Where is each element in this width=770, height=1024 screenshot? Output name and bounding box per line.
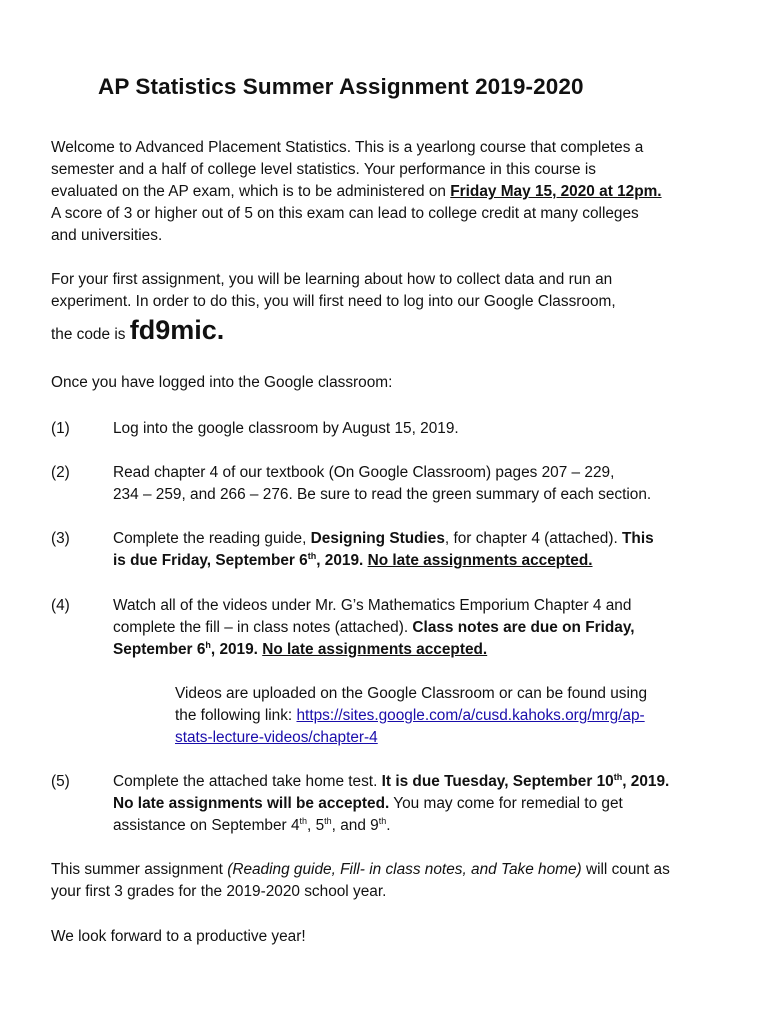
item-line xyxy=(113,639,713,661)
videos-link-continued[interactable]: stats-lecture-videos/chapter-4 xyxy=(175,729,378,746)
videos-line: Videos are uploaded on the Google Classroom or can be found using xyxy=(175,685,648,702)
due-text: , 2019. xyxy=(622,773,670,790)
item-line: Read chapter 4 of our textbook (On Google Classroom) pages 207 – 229, xyxy=(113,464,615,481)
due-text: , 2019. xyxy=(316,552,368,569)
due-text: September 6 xyxy=(113,641,206,658)
due-text: , 2019. xyxy=(210,641,263,658)
item-number: (5) xyxy=(51,773,70,790)
item-line xyxy=(113,617,713,639)
item-line xyxy=(113,771,713,793)
item-line xyxy=(113,815,713,837)
intro-line xyxy=(51,181,721,203)
item-line xyxy=(113,550,713,572)
list-item: Log into the google classroom by August 15, 2019. xyxy=(113,420,459,437)
intro-paragraph xyxy=(51,137,721,247)
first-line: experiment. In order to do this, you will first need to log into our Google Classroom, xyxy=(51,293,616,310)
item-number: (4) xyxy=(51,597,70,614)
closing-line xyxy=(51,859,721,881)
closing-remark: We look forward to a productive year! xyxy=(51,928,306,945)
due-text: Class notes are due on Friday, xyxy=(412,619,635,636)
closing-line: your first 3 grades for the 2019-2020 school year. xyxy=(51,883,387,900)
videos-link[interactable]: https://sites.google.com/a/cusd.kahoks.org/mrg/ap- xyxy=(296,707,645,724)
intro-line: and universities. xyxy=(51,227,163,244)
item-text: , 5 xyxy=(307,817,325,834)
closing-paragraph xyxy=(51,859,721,903)
closing-text: This summer assignment xyxy=(51,861,228,878)
first-line xyxy=(51,315,721,346)
once-text: Once you have logged into the Google classroom: xyxy=(51,374,393,391)
page-title: AP Statistics Summer Assignment 2019-2020 xyxy=(98,74,584,99)
ordinal-suffix: th xyxy=(378,815,387,826)
item-number: (2) xyxy=(51,464,70,481)
intro-line: semester and a half of college level statistics. Your performance in this course is xyxy=(51,161,596,178)
item-text: , for chapter 4 (attached). xyxy=(444,530,623,547)
videos-paragraph xyxy=(175,683,715,749)
ordinal-suffix: th xyxy=(613,771,623,782)
late-policy: No late assignments accepted. xyxy=(262,641,488,658)
late-policy: No late assignments accepted. xyxy=(367,552,593,569)
intro-line: A score of 3 or higher out of 5 on this exam can lead to college credit at many colleges xyxy=(51,205,639,222)
videos-line xyxy=(175,727,715,749)
ordinal-suffix: th xyxy=(299,815,308,826)
reading-guide-title: Designing Studies xyxy=(310,530,445,547)
code-label: the code is xyxy=(51,326,130,343)
item-line: 234 – 259, and 266 – 276. Be sure to read the green summary of each section. xyxy=(113,486,652,503)
due-text: This xyxy=(622,530,654,547)
late-policy: No late assignments will be accepted. xyxy=(113,795,390,812)
item-number: (1) xyxy=(51,420,70,437)
classroom-code: fd9mic. xyxy=(129,315,225,345)
ordinal-suffix: th xyxy=(307,550,317,561)
due-text: is due Friday, September 6 xyxy=(113,552,308,569)
list-item xyxy=(113,462,713,506)
item-text: Complete the reading guide, xyxy=(113,530,311,547)
list-item xyxy=(113,528,713,572)
videos-line xyxy=(175,705,715,727)
list-item xyxy=(113,595,713,661)
intro-line: Welcome to Advanced Placement Statistics. This is a yearlong course that completes a xyxy=(51,139,644,156)
first-assignment-paragraph xyxy=(51,269,721,346)
due-text: It is due Tuesday, September 10 xyxy=(381,773,614,790)
item-text: . xyxy=(386,817,391,834)
item-text: assistance on September 4 xyxy=(113,817,300,834)
closing-text: will count as xyxy=(581,861,670,878)
assignment-list: (Reading guide, Fill- in class notes, and Take home) xyxy=(227,861,582,878)
ordinal-suffix: h xyxy=(205,639,211,650)
intro-text: evaluated on the AP exam, which is to be administered on xyxy=(51,183,451,200)
item-text: Complete the attached take home test. xyxy=(113,773,382,790)
first-line: For your first assignment, you will be learning about how to collect data and run an xyxy=(51,271,613,288)
ordinal-suffix: th xyxy=(324,815,332,826)
link-label: the following link: xyxy=(175,707,297,724)
item-line: Watch all of the videos under Mr. G’s Mathematics Emporium Chapter 4 and xyxy=(113,597,632,614)
item-number: (3) xyxy=(51,530,70,547)
item-text: , and 9 xyxy=(331,817,379,834)
exam-date: Friday May 15, 2020 at 12pm. xyxy=(450,183,662,200)
item-line xyxy=(113,528,713,550)
item-text: You may come for remedial to get xyxy=(389,795,623,812)
list-item xyxy=(113,771,713,837)
item-line xyxy=(113,793,713,815)
item-text: complete the fill – in class notes (attached). xyxy=(113,619,413,636)
